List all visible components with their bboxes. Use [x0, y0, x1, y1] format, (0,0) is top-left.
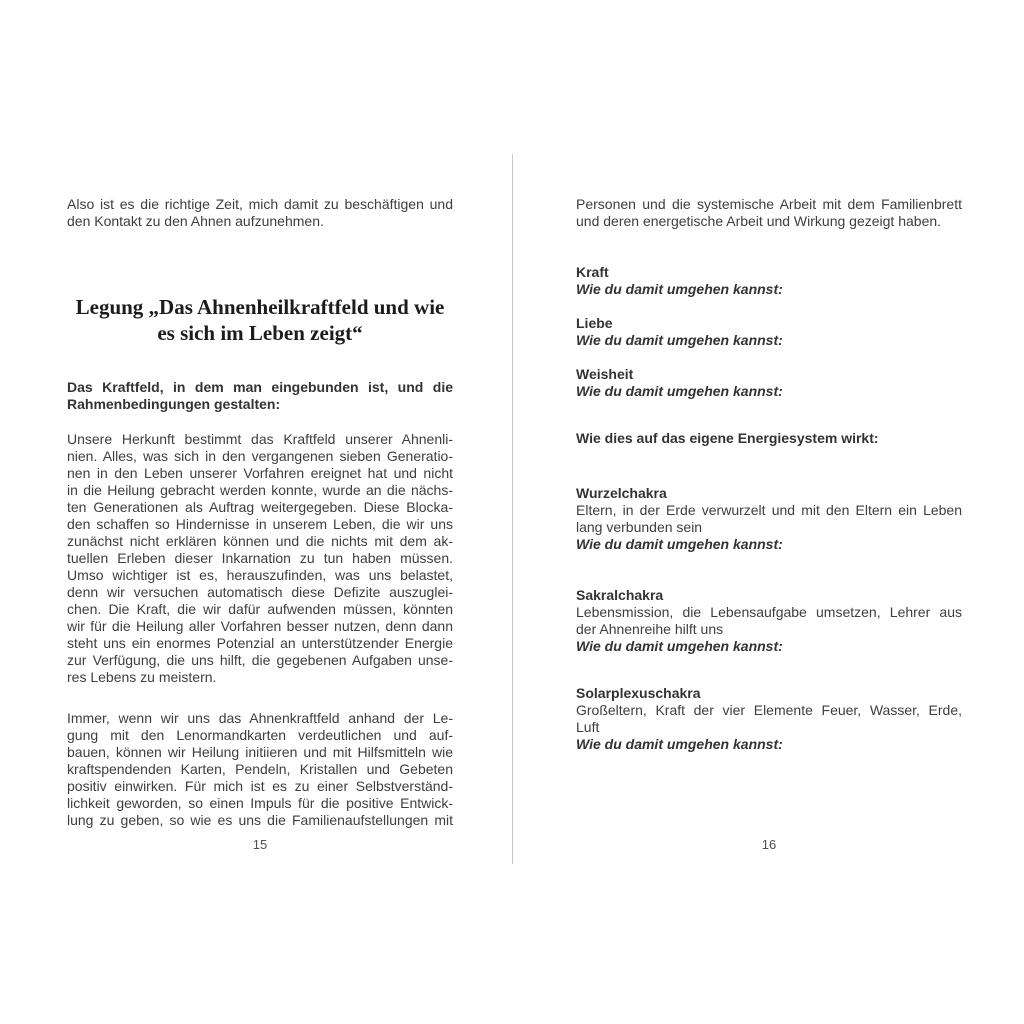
chakra-description: Eltern, in der Erde verwurzelt und mit den Eltern ein Leben lang verbunden sein	[576, 502, 962, 535]
energy-system-heading: Wie dies auf das eigene Energiesystem wirkt:	[576, 430, 879, 446]
page-left	[67, 0, 453, 1024]
chapter-heading: Legung „Das Ahnenheilkraftfeld und wie es sich im Leben zeigt“	[75, 295, 445, 345]
body-paragraph-2: Immer, wenn wir uns das Ahnenkraftfeld anhand der Le- gung mit den Lenormandkarten verdeutlichen und auf- bauen, können wir Heilung initiieren und mit Hilfsmitteln wie kraftspendenden Karten, Pendeln, Kristallen und Gebeten positiv einwirken. Für mich ist es zu einer Selbstverständ- lichkeit geworden, so einen Impuls für die positive Entwick- lung zu geben, so wie es uns die Familienaufstellungen mit	[67, 710, 453, 828]
page-right	[576, 0, 962, 1024]
body-paragraph-1: Unsere Herkunft bestimmt das Kraftfeld unserer Ahnenli- nien. Alles, was sich in den vergangenen sieben Generatio- nen in den Leben unserer Vorfahren ereignet hat und nicht in die Heilung gebracht werden konnte, wurde an die nächs- ten Generationen als Auftrag weitergegeben. Diese Blocka- den schaffen so Hindernisse in unserem Leben, die wir uns zunächst nicht erklären können und die nichts mit dem ak- tuellen Erleben dieser Inkarnation zu tun haben müssen. Umso wichtiger ist es, herauszufinden, was uns belastet, denn wir versuchen automatisch diese Defizite auszuglei- chen. Die Kraft, die wir dafür aufwenden müssen, könnten wir für die Heilung aller Vorfahren besser nutzen, denn dann steht uns ein enormes Potenzial an unterstützender Energie zur Verfügung, die uns hilft, die gegebenen Aufgaben unse- res Lebens zu meistern.	[67, 431, 453, 685]
prompt-line: Wie du damit umgehen kannst:	[576, 536, 783, 552]
section-title: Weisheit	[576, 366, 634, 382]
section-kraft	[576, 264, 962, 298]
section-liebe	[576, 315, 962, 349]
chakra-solarplexuschakra	[576, 685, 962, 753]
section-weisheit	[576, 366, 962, 400]
chakra-description: Großeltern, Kraft der vier Elemente Feuer, Wasser, Erde, Luft	[576, 702, 962, 735]
prompt-line: Wie du damit umgehen kannst:	[576, 383, 783, 399]
section-subheading: Das Kraftfeld, in dem man eingebunden ist, und die Rahmenbedingungen gestalten:	[67, 379, 453, 412]
chakra-title: Wurzelchakra	[576, 485, 667, 501]
chakra-description: Lebensmission, die Lebensaufgabe umsetzen, Lehrer aus der Ahnenreihe hilft uns	[576, 604, 962, 637]
prompt-line: Wie du damit umgehen kannst:	[576, 736, 783, 752]
chakra-sakralchakra	[576, 587, 962, 655]
chakra-title: Solarplexuschakra	[576, 685, 701, 701]
intro-paragraph: Personen und die systemische Arbeit mit dem Familienbrett und deren energetische Arbeit und Wirkung gezeigt haben.	[576, 196, 962, 229]
section-title: Liebe	[576, 315, 613, 331]
page-divider	[512, 154, 513, 864]
section-title: Kraft	[576, 264, 609, 280]
page-number-right: 16	[761, 837, 777, 852]
page-number-left: 15	[252, 837, 268, 852]
intro-paragraph: Also ist es die richtige Zeit, mich damit zu beschäftigen und den Kontakt zu den Ahnen aufzunehmen.	[67, 196, 453, 229]
chakra-wurzelchakra	[576, 485, 962, 553]
prompt-line: Wie du damit umgehen kannst:	[576, 332, 783, 348]
prompt-line: Wie du damit umgehen kannst:	[576, 281, 783, 297]
chakra-title: Sakralchakra	[576, 587, 664, 603]
prompt-line: Wie du damit umgehen kannst:	[576, 638, 783, 654]
